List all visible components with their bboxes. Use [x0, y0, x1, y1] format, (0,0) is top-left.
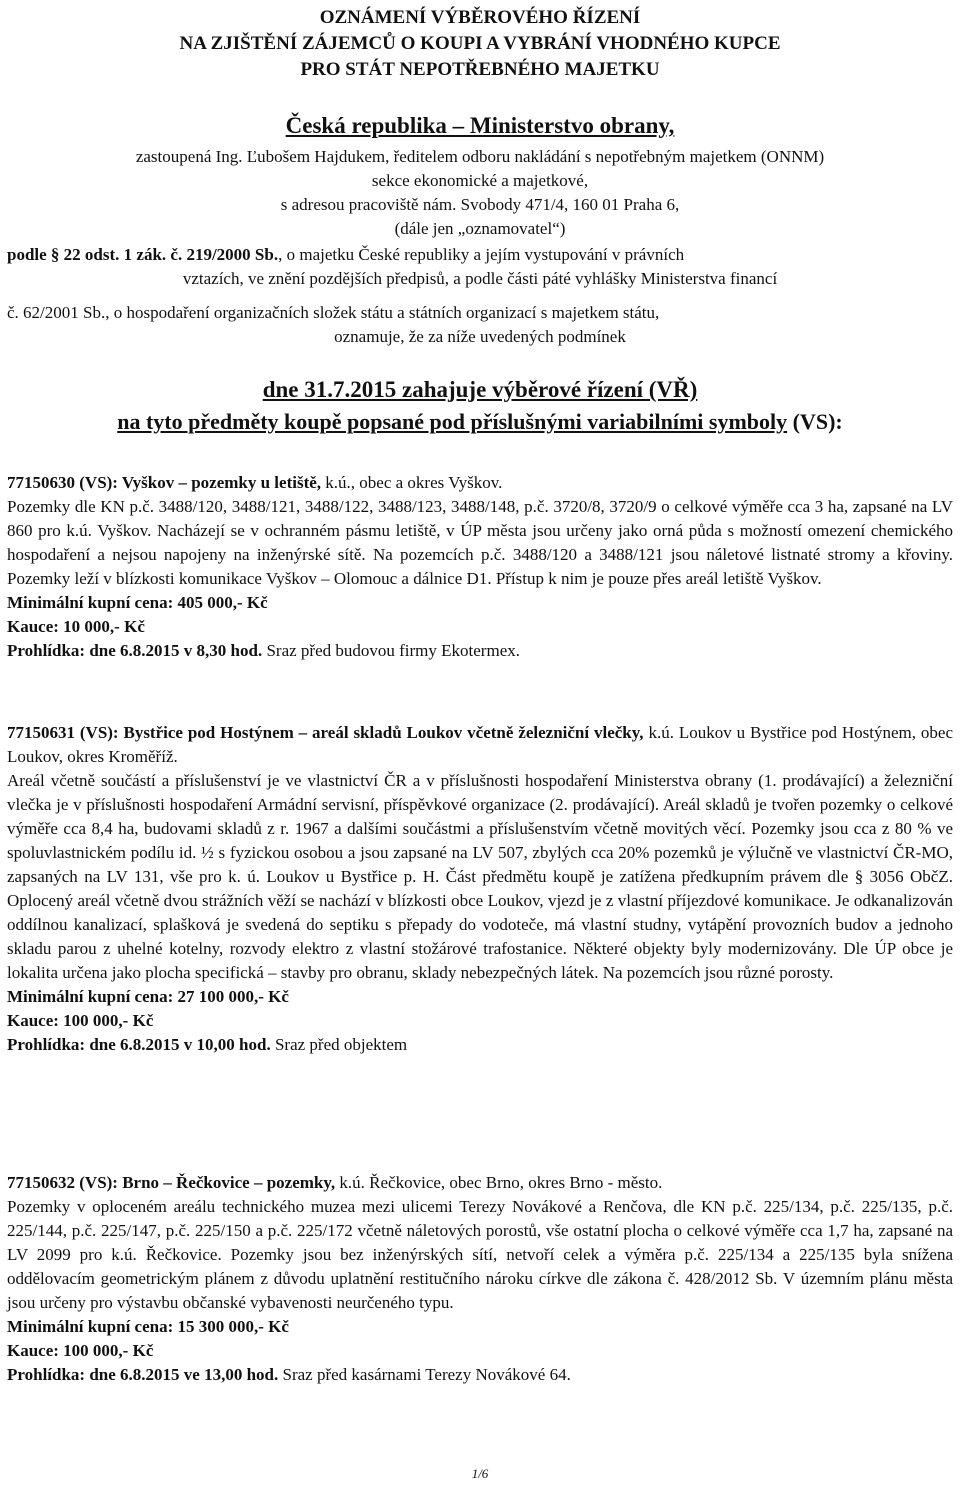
item-description: Pozemky v oploceném areálu technického muzea mezi ulicemi Terezy Novákové a Renčova, dle KN p.č. 225/134, p.č. 225/135, p.č. 225/144, p.č. 225/147, p.č. 225/150 a p.č. 225/172 včetně náletových porostů, vše ostatní plocha o celkové výměře cca 1,7 ha, zapsané na LV 2099 pro k.ú. Řečkovice. Pozemky jsou bez inženýrských sítí, netvoří celek a výměra p.č. 225/134 a 225/135 byla snížena oddělovacím geometrickým plánem z důvodu uplatnění restitučního nároku církve dle zákona č. 428/2012 Sb. V územním plánu města jsou určeny pro výstavbu občanské vybavenosti neurčeného typu.	[7, 1197, 953, 1312]
item-deposit: Kauce: 100 000,- Kč	[7, 1341, 154, 1360]
item-visit-text: Sraz před objektem	[270, 1035, 408, 1054]
item-min-price: Minimální kupní cena: 15 300 000,- Kč	[7, 1317, 289, 1336]
subject-heading	[0, 407, 960, 437]
section-name: sekce ekonomické a majetkové,	[371, 171, 589, 190]
republic-heading: Česká republika – Ministerstvo obrany,	[285, 113, 675, 138]
law-reference-line3: č. 62/2001 Sb., o hospodaření organizačních složek státu a státních organizací s majetkem státu,	[7, 303, 660, 322]
law-reference-bold: podle § 22 odst. 1 zák. č. 219/2000 Sb.	[7, 245, 279, 264]
represented-by: zastoupená Ing. Ľubošem Hajdukem, ředitelem odboru nakládání s nepotřebným majetkem (ONNM)	[135, 147, 825, 166]
item-visit-bold: Prohlídka: dne 6.8.2015 v 10,00 hod.	[7, 1035, 271, 1054]
law-reference-line2: vztazích, ve znění pozdějších předpisů, a podle části páté vyhlášky Ministerstva financí	[182, 269, 778, 288]
item-title-bold: 77150632 (VS): Brno – Řečkovice – pozemky,	[7, 1173, 336, 1192]
header-title-line2: NA ZJIŠTĚNÍ ZÁJEMCŮ O KOUPI A VYBRÁNÍ VHODNÉHO KUPCE	[179, 33, 781, 54]
announcer-note: (dále jen „oznamovatel“)	[394, 219, 566, 238]
item-visit	[7, 639, 953, 663]
item-vs-77150630	[7, 471, 953, 663]
address: s adresou pracoviště nám. Svobody 471/4, 160 01 Praha 6,	[280, 195, 680, 214]
header-title-line3: PRO STÁT NEPOTŘEBNÉHO MAJETKU	[300, 59, 660, 80]
subject-heading-underlined: na tyto předměty koupě popsané pod příslušnými variabilními symboly	[117, 409, 788, 434]
law-reference	[7, 243, 953, 267]
item-min-price: Minimální kupní cena: 27 100 000,- Kč	[7, 987, 289, 1006]
item-min-price: Minimální kupní cena: 405 000,- Kč	[7, 593, 268, 612]
item-vs-77150632	[7, 1171, 953, 1387]
start-date-heading: dne 31.7.2015 zahajuje výběrové řízení (VŘ)	[262, 377, 698, 402]
item-title-bold: 77150631 (VS): Bystřice pod Hostýnem – areál skladů Loukov včetně železniční vlečky,	[7, 723, 644, 742]
item-vs-77150631	[7, 721, 953, 1057]
item-title-text: k.ú. Řečkovice, obec Brno, okres Brno - město.	[335, 1173, 663, 1192]
item-visit	[7, 1363, 953, 1387]
item-deposit: Kauce: 100 000,- Kč	[7, 1011, 154, 1030]
item-description: Areál včetně součástí a příslušenství je ve vlastnictví ČR a v příslušnosti hospodaření Ministerstva obrany (1. prodávající) a železniční vlečka je v příslušnosti hospodaření Armádní servisní, příspěvkové organizace (2. prodávající). Areál skladů je tvořen pozemky o celkové výměře cca 8,4 ha, budovami skladů z r. 1967 a dalšími součástmi a příslušenstvím včetně movitých věcí. Pozemky jsou cca z 80 % ve spoluvlastnickém podílu id. ½ s fyzickou osobou a jsou zapsané na LV 507, zbylých cca 20% pozemků je výlučně ve vlastnictví ČR-MO, zapsaných na LV 131, vše pro k. ú. Loukov u Bystřice p. H. Část předmětu koupě je zatížena předkupním právem dle § 3056 ObčZ. Oplocený areál včetně dvou strážních věží se nachází v blízkosti obce Loukov, vjezd je z vlastní příjezdové komunikace. Je odkanalizován oddílnou kanalizací, splašková je svedená do septiku s přepady do vodoteče, má vlastní studny, vytápění provozních budov a jednoho skladu parou z uhelné kotelny, rozvody elektro z vlastní stožárové trafostanice. Některé objekty byly modernizovány. Dle ÚP obce je lokalita určena jako plocha specifická – stavby pro obranu, sklady nebezpečných látek. Na pozemcích jsou různé porosty.	[7, 771, 953, 982]
item-title-text: k.ú., obec a okres Vyškov.	[321, 473, 503, 492]
item-description: Pozemky dle KN p.č. 3488/120, 3488/121, 3488/122, 3488/123, 3488/148, p.č. 3720/8, 3720/9 o celkové výměře cca 3 ha, zapsané na LV 860 pro k.ú. Vyškov. Nacházejí se v ochranném pásmu letiště, v ÚP města jsou určeny jako orná půda s možností omezení chemického hospodaření a nejsou napojeny na inženýrské sítě. Na pozemcích p.č. 3488/120 a 3488/121 jsou náletové listnaté stromy a křoviny. Pozemky leží v blízkosti komunikace Vyškov – Olomouc a dálnice D1. Přístup k nim je pouze přes areál letiště Vyškov.	[7, 497, 953, 588]
law-reference-line4: oznamuje, že za níže uvedených podmínek	[334, 327, 626, 346]
item-title-text: k.ú. Loukov u Bystřice pod Hostýnem, obec Loukov, okres Kroměříž.	[7, 723, 953, 766]
header-title-line1: OZNÁMENÍ VÝBĚROVÉHO ŘÍZENÍ	[319, 7, 641, 28]
subject-heading-tail: (VS):	[787, 409, 843, 434]
item-title	[7, 721, 953, 769]
item-visit-bold: Prohlídka: dne 6.8.2015 ve 13,00 hod.	[7, 1365, 279, 1384]
item-visit	[7, 1033, 953, 1057]
item-title	[7, 1171, 953, 1195]
item-title-bold: 77150630 (VS): Vyškov – pozemky u letiště,	[7, 473, 322, 492]
item-visit-text: Sraz před kasárnami Terezy Novákové 64.	[278, 1365, 571, 1384]
page-number: 1/6	[471, 1466, 489, 1481]
law-reference-text: , o majetku České republiky a jejím vystupování v právních	[278, 245, 685, 264]
item-visit-text: Sraz před budovou firmy Ekotermex.	[262, 641, 520, 660]
item-visit-bold: Prohlídka: dne 6.8.2015 v 8,30 hod.	[7, 641, 263, 660]
item-title	[7, 471, 953, 495]
item-deposit: Kauce: 10 000,- Kč	[7, 617, 145, 636]
